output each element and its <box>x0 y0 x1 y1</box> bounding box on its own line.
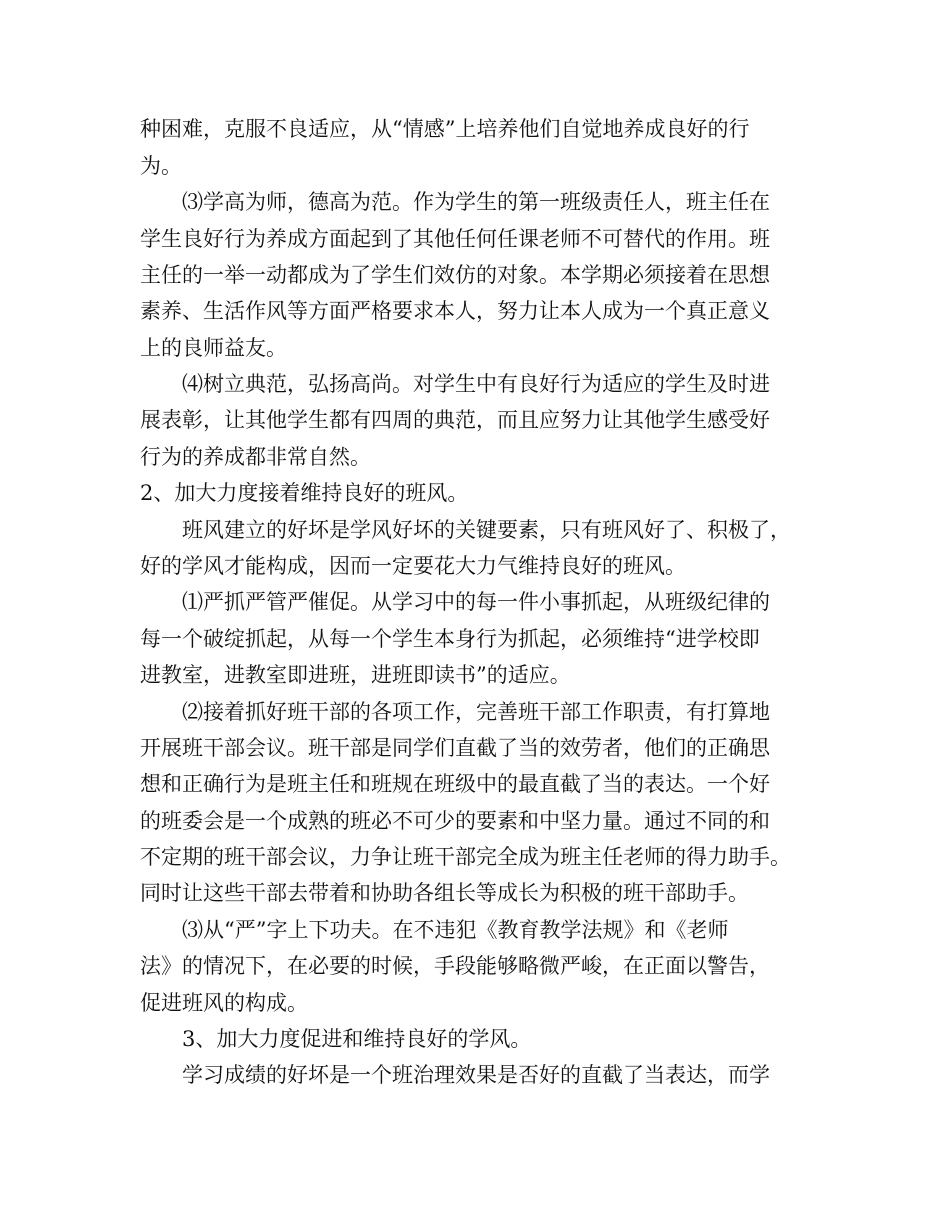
text-line: ⑵接着抓好班干部的各项工作，完善班干部工作职责，有打算地 <box>182 700 770 724</box>
text-line: 想和正确行为是班主任和班规在班级中的最直截了当的表达。一个好 <box>140 772 770 796</box>
section-heading: 3、加大力度促进和维持良好的学风。 <box>182 1027 532 1051</box>
text-line: ⑶学高为师，德高为范。作为学生的第一班级责任人，班主任在 <box>182 190 770 214</box>
text-line: 开展班干部会议。班干部是同学们直截了当的效劳者，他们的正确思 <box>140 736 770 760</box>
text-line: 进教室，进教室即进班，进班即读书”的适应。 <box>140 663 571 687</box>
text-line: 促进班风的构成。 <box>140 991 308 1015</box>
text-line: 上的良师益友。 <box>140 336 287 360</box>
text-line: 素养、生活作风等方面严格要求本人，努力让本人成为一个真正意义 <box>140 299 770 323</box>
text-line: 学习成绩的好坏是一个班治理效果是否好的直截了当表达，而学 <box>182 1063 770 1087</box>
text-line: ⑴严抓严管严催促。从学习中的每一件小事抓起，从班级纪律的 <box>182 590 770 614</box>
text-line: ⑶从“严”字上下功夫。在不违犯《教育教学法规》和《老师 <box>182 918 729 942</box>
text-line: 展表彰，让其他学生都有四周的典范，而且应努力让其他学生感受好 <box>140 408 770 432</box>
text-line: 主任的一举一动都成为了学生们效仿的对象。本学期必须接着在思想 <box>140 263 770 287</box>
text-line: 种困难，克服不良适应，从“情感”上培养他们自觉地养成良好的行 <box>140 117 750 141</box>
text-line: 行为的养成都非常自然。 <box>140 445 371 469</box>
text-line: 每一个破绽抓起，从每一个学生本身行为抓起，必须维持“进学校即 <box>140 627 760 651</box>
text-line: 学生良好行为养成方面起到了其他任何任课老师不可替代的作用。班 <box>140 227 770 251</box>
text-line: 好的学风才能构成，因而一定要花大力气维持良好的班风。 <box>140 554 686 578</box>
section-heading: 2、加大力度接着维持良好的班风。 <box>140 481 469 505</box>
text-line: 同时让这些干部去带着和协助各组长等成长为积极的班干部助手。 <box>140 881 749 905</box>
text-line: 班风建立的好坏是学风好坏的关键要素，只有班风好了、积极了， <box>182 518 791 542</box>
text-line: 法》的情况下，在必要的时候，手段能够略微严峻，在正面以警告， <box>140 954 770 978</box>
text-line: 为。 <box>140 154 182 178</box>
text-line: 不定期的班干部会议，力争让班干部完全成为班主任老师的得力助手。 <box>140 845 791 869</box>
text-line: ⑷树立典范，弘扬高尚。对学生中有良好行为适应的学生及时进 <box>182 372 770 396</box>
text-line: 的班委会是一个成熟的班必不可少的要素和中坚力量。通过不同的和 <box>140 809 770 833</box>
